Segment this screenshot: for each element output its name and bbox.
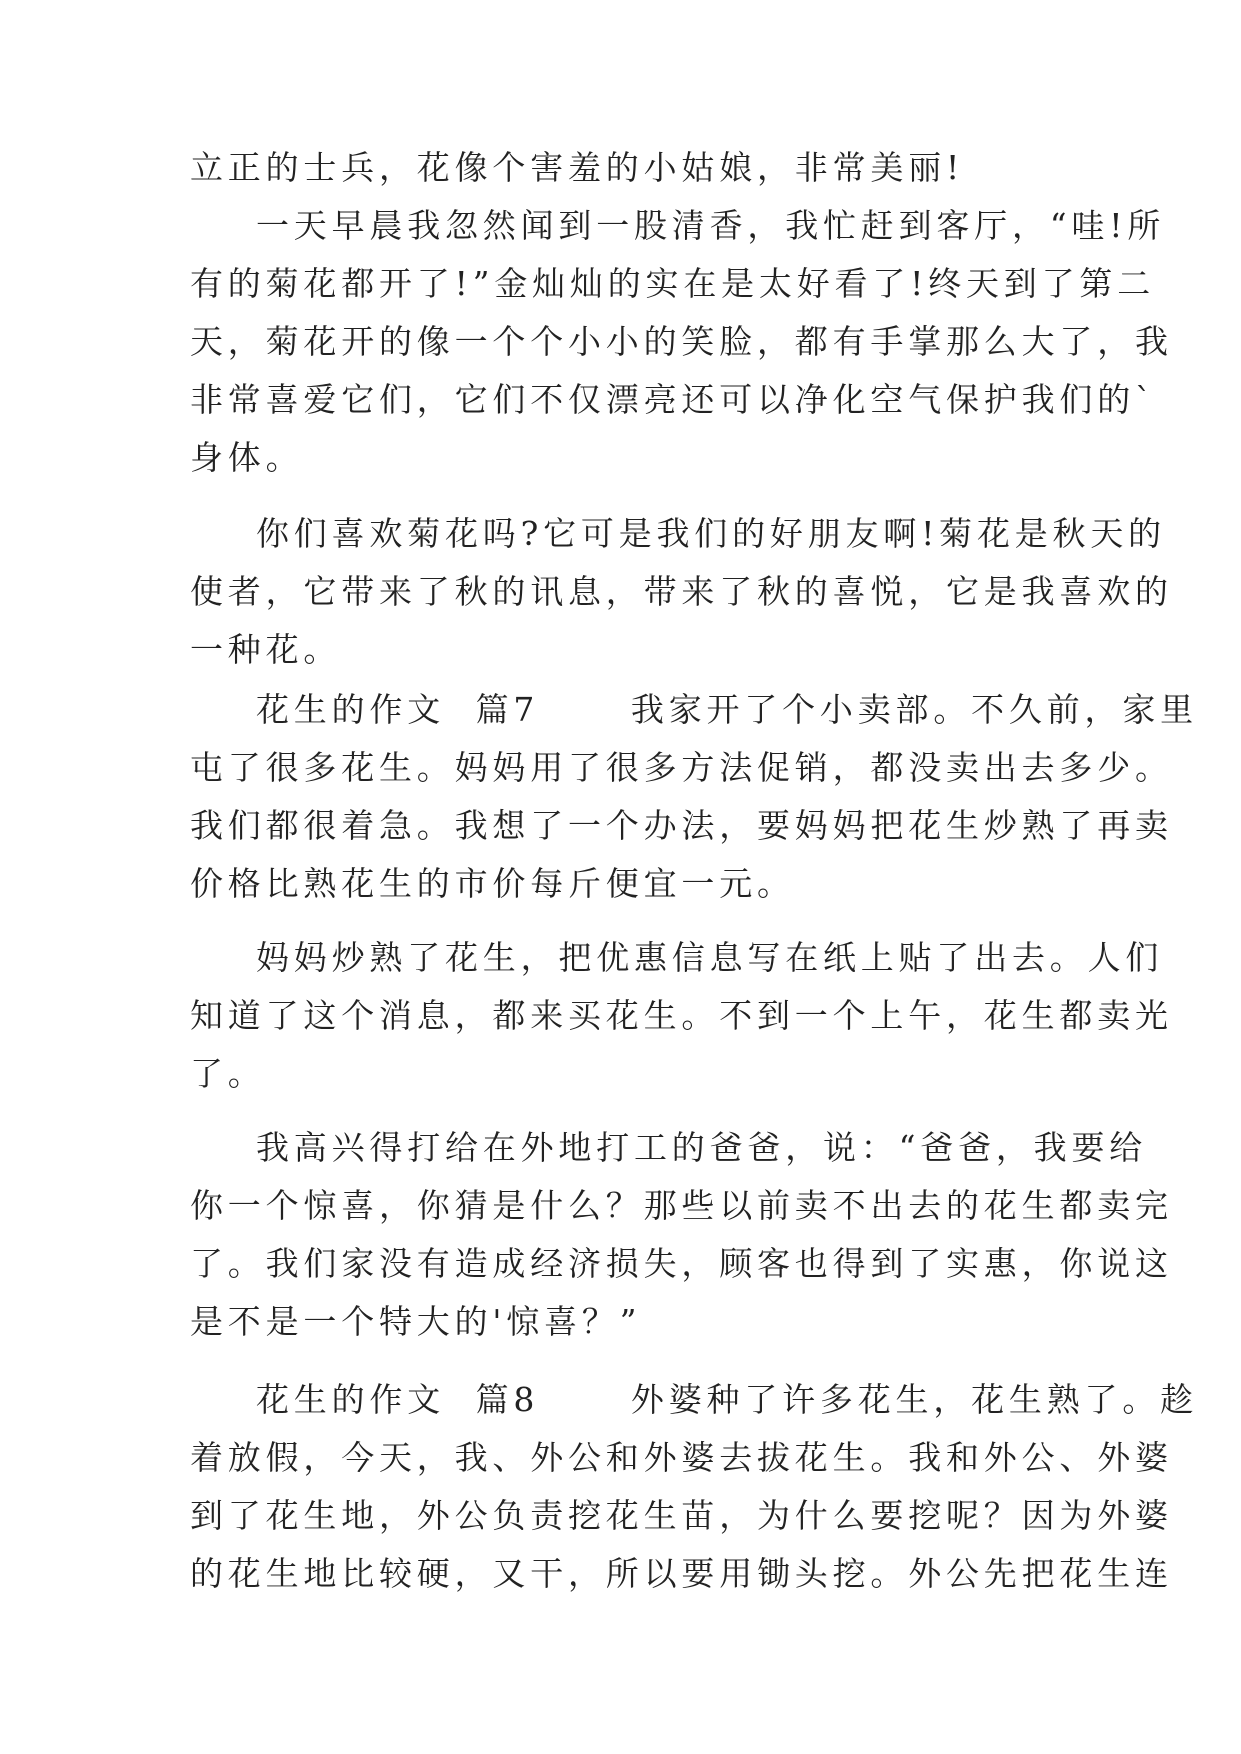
text-line: 天，菊花开的像一个个小小的笑脸，都有手掌那么大了，我: [190, 322, 1173, 361]
text-line: 有的菊花都开了!”金灿灿的实在是太好看了!终天到了第二: [190, 264, 1155, 303]
text-line: 着放假，今天，我、外公和外婆去拔花生。我和外公、外婆: [190, 1438, 1173, 1477]
text-line: 了。我们家没有造成经济损失，顾客也得到了实惠，你说这: [190, 1244, 1173, 1283]
text-line: 使者，它带来了秋的讯息，带来了秋的喜悦，它是我喜欢的: [190, 572, 1173, 611]
text-line: 价格比熟花生的市价每斤便宜一元。: [190, 864, 795, 903]
text-line: 身体。: [190, 438, 304, 477]
text-line: 屯了很多花生。妈妈用了很多方法促销，都没卖出去多少。: [190, 748, 1173, 787]
text-line: 立正的士兵，花像个害羞的小姑娘，非常美丽!: [190, 148, 965, 187]
text-line: 了。: [190, 1054, 266, 1093]
text-line: 是不是一个特大的'惊喜？”: [190, 1302, 642, 1341]
text-line: 我们都很着急。我想了一个办法，要妈妈把花生炒熟了再卖: [190, 806, 1173, 845]
text-line: 非常喜爱它们，它们不仅漂亮还可以净化空气保护我们的`: [190, 380, 1157, 419]
text-line: 一种花。: [190, 630, 342, 669]
text-line: 知道了这个消息，都来买花生。不到一个上午，花生都卖光: [190, 996, 1173, 1035]
text-line: 的花生地比较硬，又干，所以要用锄头挖。外公先把花生连: [190, 1554, 1173, 1593]
text-line: 到了花生地，外公负责挖花生苗，为什么要挖呢？因为外婆: [190, 1496, 1173, 1535]
text-line: 你一个惊喜，你猜是什么？那些以前卖不出去的花生都卖完: [190, 1186, 1173, 1225]
paragraph-start-line: 一天早晨我忽然闻到一股清香，我忙赶到客厅，“哇!所: [256, 206, 1166, 245]
section-heading-line: 花生的作文 篇8 外婆种了许多花生，花生熟了。趁: [256, 1380, 1198, 1419]
paragraph-start-line: 妈妈炒熟了花生，把优惠信息写在纸上贴了出去。人们: [256, 938, 1164, 977]
paragraph-start-line: 我高兴得打给在外地打工的爸爸，说：“爸爸，我要给: [256, 1128, 1148, 1167]
paragraph-start-line: 你们喜欢菊花吗?它可是我们的好朋友啊!菊花是秋天的: [256, 514, 1166, 553]
section-heading-line: 花生的作文 篇7 我家开了个小卖部。不久前，家里: [256, 690, 1198, 729]
